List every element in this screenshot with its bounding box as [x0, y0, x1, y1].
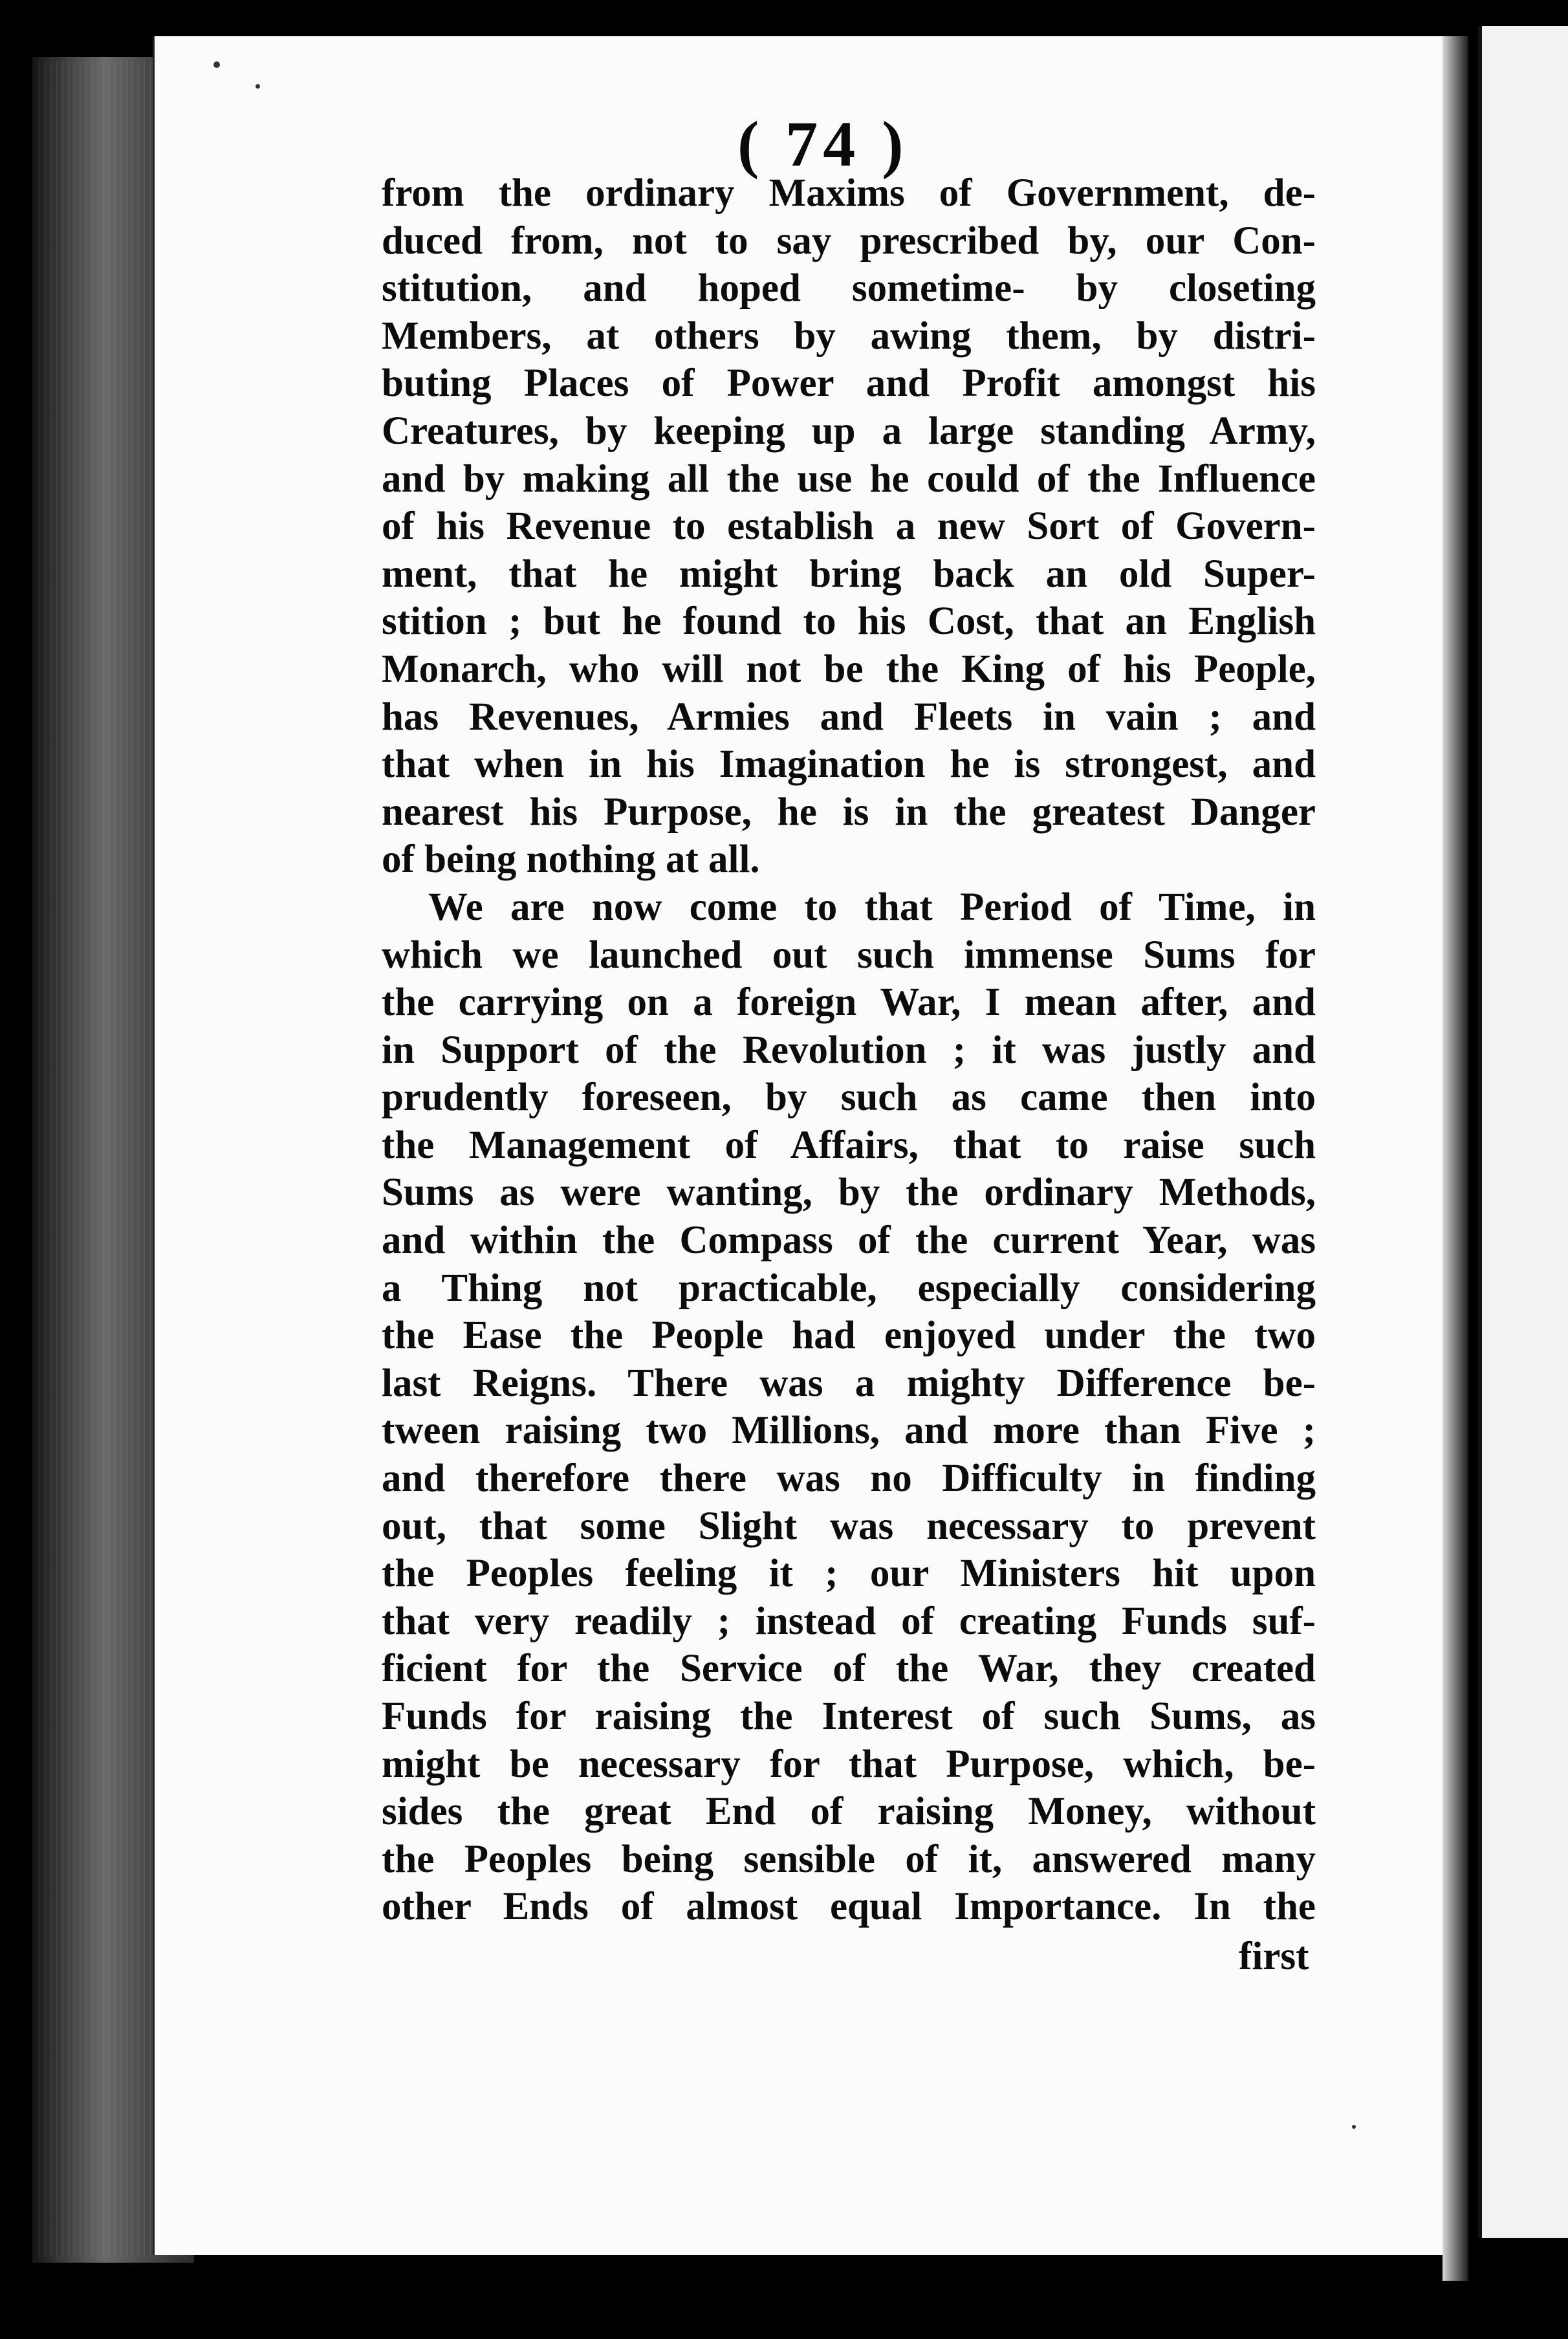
- text-line: which we launched out such immense Sums for: [382, 933, 1316, 977]
- text-line: and by making all the use he could of the Influence: [382, 457, 1316, 501]
- book-gutter-shadow: [1443, 36, 1468, 2281]
- text-line: that when in his Imagination he is strongest, and: [382, 743, 1316, 787]
- text-line: ficient for the Service of the War, they created: [382, 1647, 1316, 1691]
- text-line: a Thing not practicable, especially considering: [382, 1266, 1316, 1310]
- text-line: Monarch, who will not be the King of his People,: [382, 647, 1316, 691]
- text-line: that very readily ; instead of creating Funds suf-: [382, 1599, 1316, 1643]
- text-line: in Support of the Revolution ; it was justly and: [382, 1028, 1316, 1072]
- text-line: duced from, not to say prescribed by, our Con-: [382, 219, 1316, 263]
- text-line: the Peoples feeling it ; our Ministers hit upon: [382, 1552, 1316, 1596]
- paper-speck: [213, 61, 220, 68]
- text-line: last Reigns. There was a mighty Difference be-: [382, 1361, 1316, 1405]
- text-line: other Ends of almost equal Importance. In the: [382, 1885, 1316, 1929]
- text-line: Sums as were wanting, by the ordinary Methods,: [382, 1171, 1316, 1215]
- text-line: We are now come to that Period of Time, in: [428, 885, 1316, 929]
- catchword: first: [1239, 1935, 1309, 1978]
- text-line: the carrying on a foreign War, I mean after, and: [382, 981, 1316, 1025]
- text-line: might be necessary for that Purpose, which, be-: [382, 1742, 1316, 1786]
- text-line: stition ; but he found to his Cost, that an English: [382, 600, 1316, 644]
- page-number: ( 74 ): [737, 108, 909, 180]
- text-line: of his Revenue to establish a new Sort of Govern-: [382, 505, 1316, 549]
- paper-speck: [256, 84, 260, 89]
- text-line: the Ease the People had enjoyed under the two: [382, 1314, 1316, 1358]
- paper-speck: [1352, 2125, 1356, 2129]
- facing-page-edge: [1478, 26, 1568, 2238]
- body-text: [382, 169, 1316, 1931]
- text-line: ment, that he might bring back an old Super-: [382, 552, 1316, 596]
- text-line: the Management of Affairs, that to raise such: [382, 1123, 1316, 1167]
- text-line: Funds for raising the Interest of such Sums, as: [382, 1695, 1316, 1738]
- text-line: out, that some Slight was necessary to prevent: [382, 1504, 1316, 1548]
- text-line: from the ordinary Maxims of Government, de-: [382, 171, 1316, 215]
- text-line: Creatures, by keeping up a large standing Army,: [382, 409, 1316, 453]
- text-line: nearest his Purpose, he is in the greatest Danger: [382, 790, 1316, 834]
- text-line: buting Places of Power and Profit amongst his: [382, 362, 1316, 406]
- text-line: prudently foreseen, by such as came then into: [382, 1076, 1316, 1120]
- text-line: stitution, and hoped sometime- by closeting: [382, 267, 1316, 310]
- text-line: has Revenues, Armies and Fleets in vain ; and: [382, 695, 1316, 739]
- text-line: sides the great End of raising Money, without: [382, 1790, 1316, 1834]
- text-line: Members, at others by awing them, by distri-: [382, 314, 1316, 358]
- text-line: of being nothing at all.: [382, 838, 760, 882]
- text-line: tween raising two Millions, and more than Five ;: [382, 1409, 1316, 1453]
- text-line: and therefore there was no Difficulty in finding: [382, 1457, 1316, 1501]
- text-line: and within the Compass of the current Year, was: [382, 1219, 1316, 1263]
- text-line: the Peoples being sensible of it, answered many: [382, 1837, 1316, 1881]
